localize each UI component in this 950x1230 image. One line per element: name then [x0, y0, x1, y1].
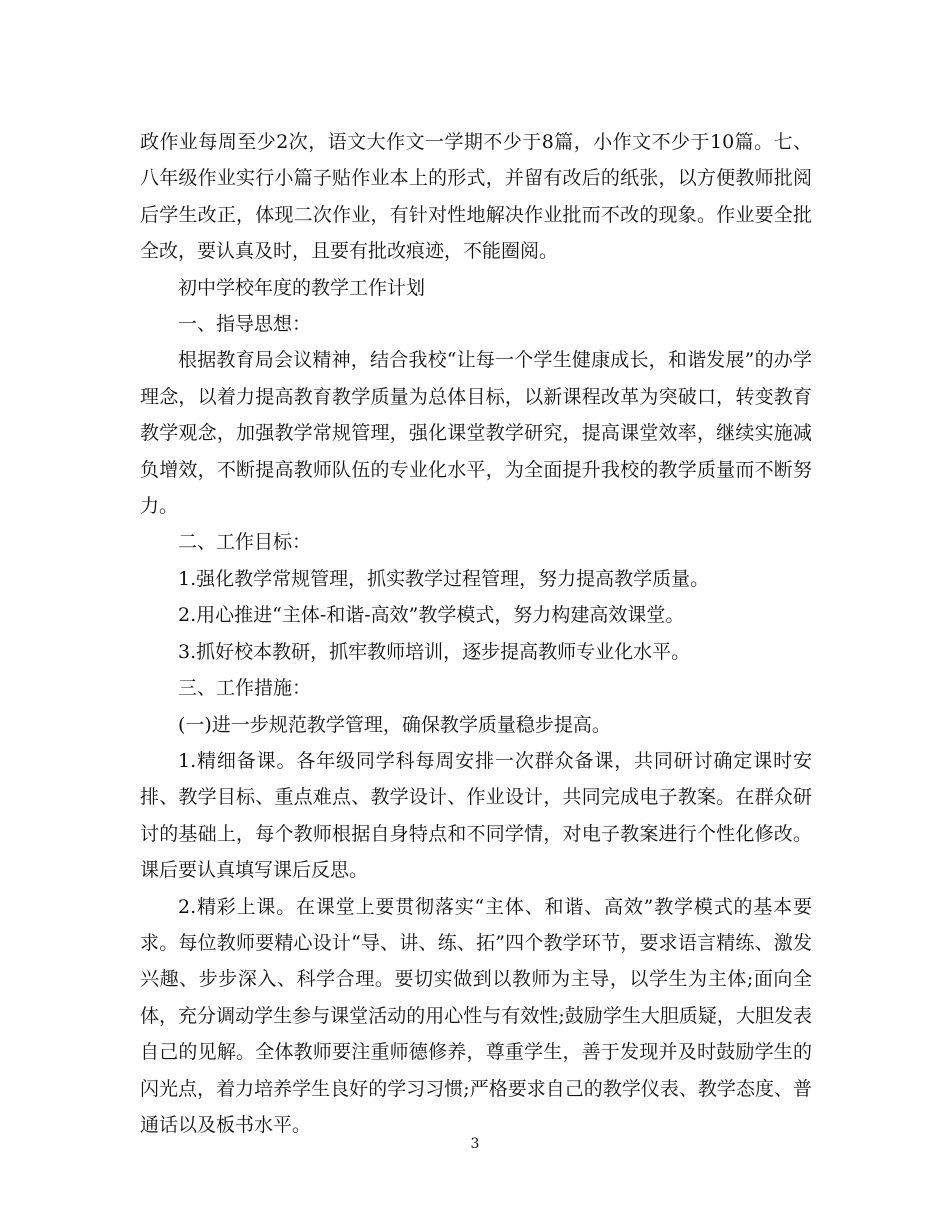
subheading: (一)进一步规范教学管理，确保教学质量稳步提高。	[178, 713, 611, 736]
section-title: 初中学校年度的教学工作计划	[178, 276, 426, 299]
paragraph: 1.精细备课。各年级同学科每周安排一次群众备课，共同研讨确定课时安排、教学目标、重点难点、教学设计、作业设计，共同完成电子教案。在群众研讨的基础上，每个教师根据自身特点和不同学情，对电子教案进行个性化修改。课后要认真填写课后反思。	[140, 749, 812, 882]
list-item: 3.抓好校本教研，抓牢教师培训，逐步提高教师专业化水平。	[178, 640, 691, 663]
heading-guiding-ideology: 一、指导思想：	[178, 313, 312, 336]
list-item: 1.强化教学常规管理，抓实教学过程管理，努力提高教学质量。	[178, 567, 710, 590]
paragraph: 根据教育局会议精神，结合我校“让每一个学生健康成长，和谐发展”的办学理念，以着力提高教育教学质量为总体目标，以新课程改革为突破口，转变教育教学观念，加强教学常规管理，强化课堂教学研究，提高课堂效率，继续实施减负增效，不断提高教师队伍的专业化水平，为全面提升我校的教学质量而不断努力。	[140, 349, 812, 518]
heading-work-goals: 二、工作目标：	[178, 531, 312, 554]
list-item: 2.用心推进“主体-和谐-高效”教学模式，努力构建高效课堂。	[178, 604, 685, 627]
page-number: 3	[470, 1136, 480, 1152]
paragraph: 政作业每周至少2次，语文大作文一学期不少于8篇，小作文不少于10篇。七、八年级作业实行小篇子贴作业本上的形式，并留有改后的纸张，以方便教师批阅后学生改正，体现二次作业，有针对性地解决作业批而不改的现象。作业要全批全改，要认真及时，且要有批改痕迹，不能圈阅。	[140, 131, 812, 263]
heading-work-measures: 三、工作措施：	[178, 677, 312, 700]
document-body	[140, 124, 812, 1143]
paragraph: 2.精彩上课。在课堂上要贯彻落实“主体、和谐、高效”教学模式的基本要求。每位教师要精心设计“导、讲、练、拓”四个教学环节，要求语言精练、激发兴趣、步步深入、科学合理。要切实做到以教师为主导，以学生为主体;面向全体，充分调动学生参与课堂活动的用心性与有效性;鼓励学生大胆质疑，大胆发表自己的见解。全体教师要注重师德修养，尊重学生，善于发现并及时鼓励学生的闪光点，着力培养学生良好的学习习惯;严格要求自己的教学仪表、教学态度、普通话以及板书水平。	[140, 895, 812, 1136]
